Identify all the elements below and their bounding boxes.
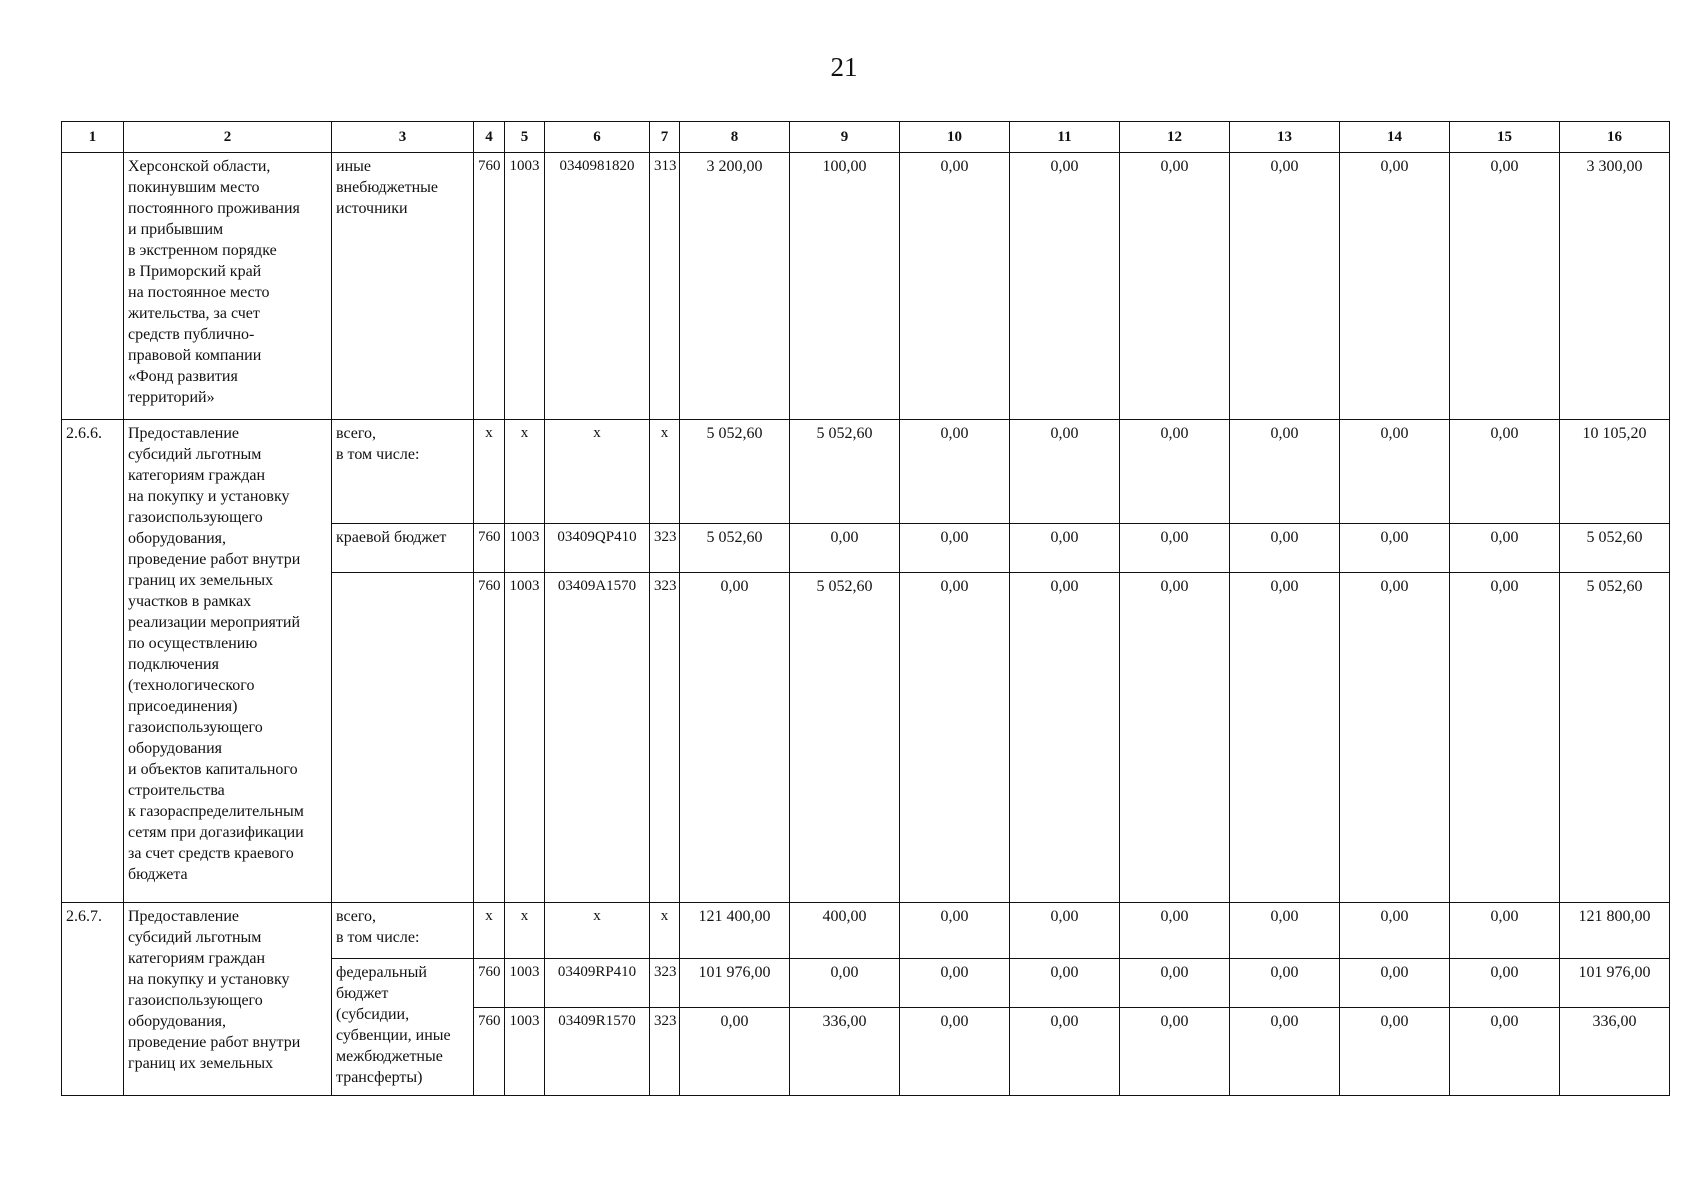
amount: 5 052,60: [790, 573, 900, 903]
code-target: 03409QP410: [545, 524, 650, 573]
code-grbs: 760: [474, 959, 505, 1008]
amount: 0,00: [1230, 903, 1340, 959]
table-row: [62, 153, 1670, 420]
amount-total: 121 800,00: [1560, 903, 1670, 959]
col-header: 6: [545, 122, 650, 153]
amount: 0,00: [1450, 420, 1560, 524]
code-target: x: [545, 420, 650, 524]
amount: 0,00: [790, 524, 900, 573]
col-header: 15: [1450, 122, 1560, 153]
funding-source: федеральный бюджет (субсидии, субвенции, иные межбюджетные трансферты): [332, 959, 474, 1096]
col-header: 11: [1010, 122, 1120, 153]
amount: 5 052,60: [680, 524, 790, 573]
amount-total: 10 105,20: [1560, 420, 1670, 524]
amount: 336,00: [790, 1008, 900, 1096]
amount: 0,00: [1120, 524, 1230, 573]
amount: 100,00: [790, 153, 900, 420]
col-header: 12: [1120, 122, 1230, 153]
code-section: 1003: [505, 573, 545, 903]
amount: 0,00: [900, 959, 1010, 1008]
amount: 121 400,00: [680, 903, 790, 959]
amount: 0,00: [680, 573, 790, 903]
code-expense-type: x: [650, 903, 680, 959]
amount: 0,00: [1010, 903, 1120, 959]
code-expense-type: 313: [650, 153, 680, 420]
amount: 0,00: [1450, 524, 1560, 573]
amount: 0,00: [1230, 1008, 1340, 1096]
amount: 0,00: [900, 524, 1010, 573]
code-expense-type: 323: [650, 1008, 680, 1096]
amount-total: 101 976,00: [1560, 959, 1670, 1008]
amount: 0,00: [1010, 959, 1120, 1008]
col-header: 14: [1340, 122, 1450, 153]
page-number: 21: [830, 52, 858, 82]
amount: 400,00: [790, 903, 900, 959]
code-section: 1003: [505, 524, 545, 573]
col-header: 13: [1230, 122, 1340, 153]
amount: 0,00: [790, 959, 900, 1008]
amount: 0,00: [1230, 573, 1340, 903]
amount: 0,00: [1230, 959, 1340, 1008]
code-grbs: 760: [474, 524, 505, 573]
amount: 0,00: [1340, 959, 1450, 1008]
amount-total: 5 052,60: [1560, 573, 1670, 903]
col-header: 3: [332, 122, 474, 153]
amount: 0,00: [1010, 1008, 1120, 1096]
col-header: 7: [650, 122, 680, 153]
code-grbs: x: [474, 903, 505, 959]
table-row: [62, 420, 1670, 524]
amount: 0,00: [1450, 903, 1560, 959]
amount: 0,00: [1120, 959, 1230, 1008]
code-target: 03409RP410: [545, 959, 650, 1008]
amount-total: 3 300,00: [1560, 153, 1670, 420]
row-index: [62, 153, 124, 420]
measure-name: Херсонской области, покинувшим место постоянного проживания и прибывшим в экстренном порядке в Приморский край на постоянное место жительства, за счет средств публично- правовой компании «Фонд развития территорий»: [124, 153, 332, 420]
code-target: 03409R1570: [545, 1008, 650, 1096]
amount: 5 052,60: [680, 420, 790, 524]
code-expense-type: 323: [650, 573, 680, 903]
amount: 0,00: [1010, 153, 1120, 420]
code-section: x: [505, 420, 545, 524]
amount: 0,00: [1120, 153, 1230, 420]
amount: 0,00: [1120, 903, 1230, 959]
amount: 0,00: [1340, 524, 1450, 573]
col-header: 1: [62, 122, 124, 153]
code-grbs: x: [474, 420, 505, 524]
header-row: [62, 122, 1670, 153]
amount: 0,00: [1340, 420, 1450, 524]
amount: 0,00: [1450, 573, 1560, 903]
code-expense-type: x: [650, 420, 680, 524]
amount: 0,00: [1230, 524, 1340, 573]
row-index: 2.6.7.: [62, 903, 124, 1096]
amount: 0,00: [1120, 573, 1230, 903]
code-target: x: [545, 903, 650, 959]
amount: 3 200,00: [680, 153, 790, 420]
amount: 0,00: [900, 903, 1010, 959]
amount: 0,00: [900, 153, 1010, 420]
col-header: 4: [474, 122, 505, 153]
code-grbs: 760: [474, 1008, 505, 1096]
measure-name: Предоставление субсидий льготным категориям граждан на покупку и установку газоиспользующего оборудования, проведение работ внутри границ их земельных участков в рамках реализации мероприятий по осуществлению подключения (технологического присоединения) газоиспользующего оборудования и объектов капитального строительства к газораспределительным сетям при догазификации за счет средств краевого бюджета: [124, 420, 332, 903]
amount: 0,00: [1340, 1008, 1450, 1096]
code-grbs: 760: [474, 153, 505, 420]
amount: 0,00: [900, 573, 1010, 903]
code-section: 1003: [505, 1008, 545, 1096]
code-target: 0340981820: [545, 153, 650, 420]
code-grbs: 760: [474, 573, 505, 903]
amount: 0,00: [1010, 573, 1120, 903]
code-section: 1003: [505, 153, 545, 420]
table-row: [62, 903, 1670, 959]
funding-source: краевой бюджет: [332, 524, 474, 573]
code-section: 1003: [505, 959, 545, 1008]
amount: 0,00: [1010, 420, 1120, 524]
amount: 5 052,60: [790, 420, 900, 524]
amount: 0,00: [1450, 153, 1560, 420]
amount: 0,00: [680, 1008, 790, 1096]
funding-source: [332, 573, 474, 903]
amount: 0,00: [900, 1008, 1010, 1096]
col-header: 10: [900, 122, 1010, 153]
code-expense-type: 323: [650, 959, 680, 1008]
amount: 0,00: [1340, 903, 1450, 959]
amount: 0,00: [1340, 153, 1450, 420]
col-header: 5: [505, 122, 545, 153]
code-target: 03409A1570: [545, 573, 650, 903]
amount: 0,00: [1010, 524, 1120, 573]
row-index: 2.6.6.: [62, 420, 124, 903]
amount-total: 336,00: [1560, 1008, 1670, 1096]
amount: 0,00: [1230, 420, 1340, 524]
amount: 0,00: [1230, 153, 1340, 420]
amount: 0,00: [900, 420, 1010, 524]
budget-table: [61, 121, 1670, 1096]
amount-total: 5 052,60: [1560, 524, 1670, 573]
funding-source: иные внебюджетные источники: [332, 153, 474, 420]
funding-source: всего, в том числе:: [332, 903, 474, 959]
amount: 0,00: [1340, 573, 1450, 903]
col-header: 16: [1560, 122, 1670, 153]
amount: 0,00: [1450, 959, 1560, 1008]
amount: 0,00: [1120, 1008, 1230, 1096]
amount: 0,00: [1450, 1008, 1560, 1096]
code-section: x: [505, 903, 545, 959]
col-header: 9: [790, 122, 900, 153]
col-header: 8: [680, 122, 790, 153]
measure-name: Предоставление субсидий льготным категориям граждан на покупку и установку газоиспользующего оборудования, проведение работ внутри границ их земельных: [124, 903, 332, 1096]
amount: 101 976,00: [680, 959, 790, 1008]
col-header: 2: [124, 122, 332, 153]
funding-source: всего, в том числе:: [332, 420, 474, 524]
code-expense-type: 323: [650, 524, 680, 573]
amount: 0,00: [1120, 420, 1230, 524]
